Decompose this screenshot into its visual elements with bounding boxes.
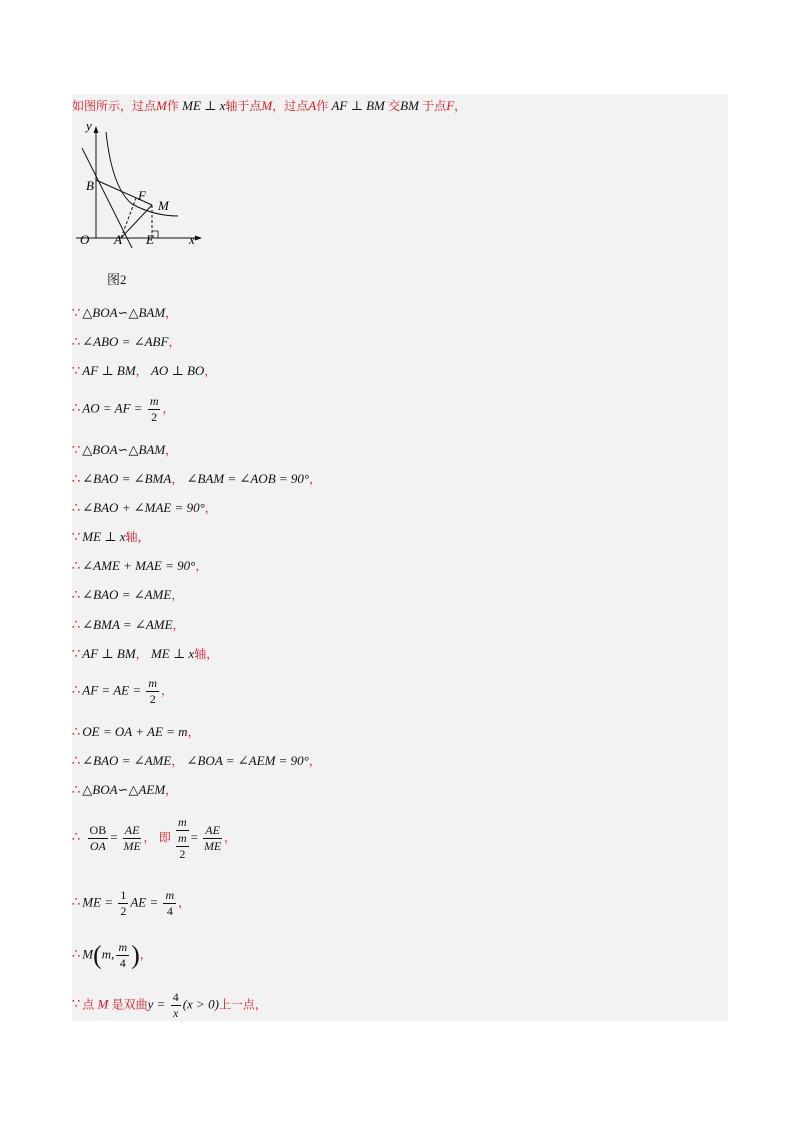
fraction <box>163 888 176 919</box>
point-e-label: E <box>146 232 154 247</box>
fraction <box>88 823 109 854</box>
comma: ， <box>139 947 152 962</box>
comma: ， <box>143 830 156 845</box>
y-axis-label: y <box>86 118 92 133</box>
axis-word: 轴 <box>125 530 138 544</box>
fraction <box>118 888 128 919</box>
because-symbol: ∵ <box>72 443 81 458</box>
comma: ， <box>204 364 217 378</box>
step-expr: AF = AE = <box>82 682 142 698</box>
comma: ， <box>165 783 178 797</box>
numerator: AE <box>124 823 140 837</box>
comma: ， <box>206 647 219 661</box>
therefore-symbol: ∴ <box>72 501 81 516</box>
therefore-symbol: ∴ <box>72 895 81 911</box>
step-18 <box>72 888 190 919</box>
step-expr: OE = OA + AE = m <box>82 724 188 739</box>
fraction <box>203 823 222 854</box>
numerator: m <box>148 676 158 690</box>
intro-text-7: 于点 <box>422 99 447 113</box>
comma: ， <box>223 830 236 845</box>
therefore-symbol: ∴ <box>72 472 81 487</box>
step-expr: AO = AF = <box>82 400 143 416</box>
figure-caption: 图2 <box>107 272 127 287</box>
denominator: 4 <box>119 956 126 970</box>
comma: ， <box>178 895 191 910</box>
therefore-symbol: ∴ <box>72 588 81 603</box>
point-a: A <box>308 98 317 113</box>
therefore-symbol: ∴ <box>72 830 81 846</box>
step-10 <box>72 587 183 604</box>
step-expr: ME ⊥ x <box>150 646 195 661</box>
point-word: 点 <box>82 997 95 1012</box>
comma: ， <box>204 501 217 515</box>
x-axis-label: x <box>189 232 195 247</box>
fraction <box>146 676 159 707</box>
intro-text-1: 如图所示，过点 <box>72 99 157 113</box>
intro-text-3: 轴于点 <box>225 99 262 113</box>
comma: ， <box>165 306 178 320</box>
numerator: 1 <box>120 888 127 902</box>
step-9 <box>72 558 207 575</box>
step-16 <box>72 782 177 799</box>
therefore-symbol: ∴ <box>72 725 81 740</box>
perp-expr-1: ME ⊥ x <box>182 98 226 113</box>
denominator: ME <box>203 839 222 853</box>
numerator: m <box>149 394 159 408</box>
step-expr: ∠ABO = ∠ABF <box>82 334 169 349</box>
step-expr: ∠BAO = ∠AME <box>82 587 172 602</box>
point-m-label: M <box>158 198 169 213</box>
geometry-figure <box>74 118 204 254</box>
step-12 <box>72 646 218 663</box>
step-11 <box>72 617 185 634</box>
comma: ， <box>165 443 178 457</box>
numerator: m <box>118 940 128 954</box>
step-expr: ∠BMA = ∠AME <box>82 617 173 632</box>
intro-text-8: ， <box>454 99 467 113</box>
step-8 <box>72 529 150 546</box>
denominator: 2 <box>120 904 127 918</box>
step-expr: △BOA∽△BAM <box>82 305 166 320</box>
numerator: m <box>178 815 187 829</box>
therefore-symbol: ∴ <box>72 683 81 699</box>
therefore-symbol: ∴ <box>72 618 81 633</box>
step-2 <box>72 334 180 351</box>
point-m: M <box>97 996 109 1012</box>
fraction <box>123 823 142 854</box>
fraction <box>171 990 181 1021</box>
step-14 <box>72 724 200 741</box>
step-expr: ∠AME + MAE = 90° <box>82 558 196 573</box>
point-a-label: A <box>114 232 122 247</box>
namely-word: 即 <box>158 830 171 845</box>
therefore-symbol: ∴ <box>72 783 81 798</box>
denominator: 2 <box>151 410 158 424</box>
intro-text-6: 交 <box>388 99 401 113</box>
comma: ， <box>171 472 184 486</box>
fraction <box>148 394 161 425</box>
comma: ， <box>161 683 174 698</box>
domain-condition: (x > 0) <box>182 996 219 1012</box>
step-expr: ∠BAM = ∠AOB = 90° <box>186 471 310 486</box>
fraction <box>116 940 129 971</box>
because-symbol: ∵ <box>72 364 81 379</box>
step-13 <box>72 676 173 707</box>
step-4 <box>72 394 175 425</box>
denominator-2: 2 <box>179 847 186 861</box>
comma: ， <box>135 647 148 661</box>
step-3 <box>72 363 216 380</box>
denominator: OA <box>89 839 106 853</box>
point-m: M <box>82 946 94 962</box>
hyperbola-word: 是双曲 <box>111 997 148 1012</box>
point-m: M <box>156 98 167 113</box>
origin-label: O <box>80 232 90 247</box>
segment-bm: BM <box>400 98 419 113</box>
comma: ， <box>171 754 184 768</box>
step-expr: AO ⊥ BO <box>150 363 205 378</box>
numerator: m <box>165 888 175 902</box>
coordinate-x: m, <box>101 946 115 962</box>
comma: ， <box>308 754 321 768</box>
point-f: F <box>446 98 455 113</box>
numerator: OB <box>89 823 107 837</box>
denominator: x <box>173 1006 179 1020</box>
intro-text-5: 作 <box>316 99 329 113</box>
step-6 <box>72 471 321 488</box>
step-expr: AF ⊥ BM <box>82 646 136 661</box>
therefore-symbol: ∴ <box>72 754 81 769</box>
step-expr: △BOA∽△BAM <box>82 442 166 457</box>
step-expr: ∠BAO = ∠BMA <box>82 471 172 486</box>
comma: ， <box>309 472 322 486</box>
because-symbol: ∵ <box>72 306 81 321</box>
comma: ， <box>135 364 148 378</box>
step-5 <box>72 442 177 459</box>
therefore-symbol: ∴ <box>72 401 81 417</box>
conclusion-text: 上一点， <box>218 997 267 1012</box>
point-m-2: M <box>261 98 273 113</box>
comma: ， <box>171 588 184 602</box>
point-f-label: F <box>138 188 146 203</box>
step-expr: AF ⊥ BM <box>82 363 136 378</box>
step-expr: ∠BAO = ∠AME <box>82 753 172 768</box>
comma: ， <box>172 618 185 632</box>
comma: ， <box>195 559 208 573</box>
step-expr: ME = <box>82 894 114 910</box>
function-lhs: y = <box>147 996 166 1012</box>
because-symbol: ∵ <box>72 647 81 662</box>
intro-text-2: 作 <box>166 99 179 113</box>
comma: ， <box>162 401 175 416</box>
numerator: AE <box>205 823 220 837</box>
denominator: 2 <box>149 692 156 706</box>
therefore-symbol: ∴ <box>72 559 81 574</box>
step-expr: △BOA∽△AEM <box>82 782 166 797</box>
step-expr: ME ⊥ x <box>82 529 126 544</box>
step-15 <box>72 753 321 770</box>
step-1 <box>72 305 177 322</box>
step-expr: ∠BAO + ∠MAE = 90° <box>82 500 205 515</box>
step-expr: AE = <box>130 894 159 910</box>
axis-word: 轴 <box>194 647 207 661</box>
perp-expr-2: AF ⊥ BM <box>331 98 385 113</box>
step-7 <box>72 500 217 517</box>
because-symbol: ∵ <box>72 997 81 1013</box>
therefore-symbol: ∴ <box>72 947 81 963</box>
numerator: 4 <box>172 990 179 1004</box>
step-19: ∴ M(m, $\frac{m}{4}$ )， <box>72 940 152 970</box>
step-expr: ∠BOA = ∠AEM = 90° <box>186 753 309 768</box>
intro-text-4: ，过点 <box>272 99 309 113</box>
denominator: 4 <box>166 904 173 918</box>
denominator: ME <box>123 839 141 853</box>
comma: ， <box>168 335 181 349</box>
step-17: ∴ $\frac{OB}{OA}$ = $\frac{AE}{ME}$ ， 即 m m 2 = $\frac{AE}{ME}$ ， <box>72 815 236 861</box>
therefore-symbol: ∴ <box>72 335 81 350</box>
because-symbol: ∵ <box>72 530 81 545</box>
comma: ， <box>187 725 200 739</box>
compound-fraction <box>176 815 189 862</box>
step-20 <box>72 990 267 1021</box>
point-b-label: B <box>86 178 94 193</box>
intro-line <box>72 98 466 114</box>
comma: ， <box>137 530 150 544</box>
denominator: m <box>178 831 187 845</box>
